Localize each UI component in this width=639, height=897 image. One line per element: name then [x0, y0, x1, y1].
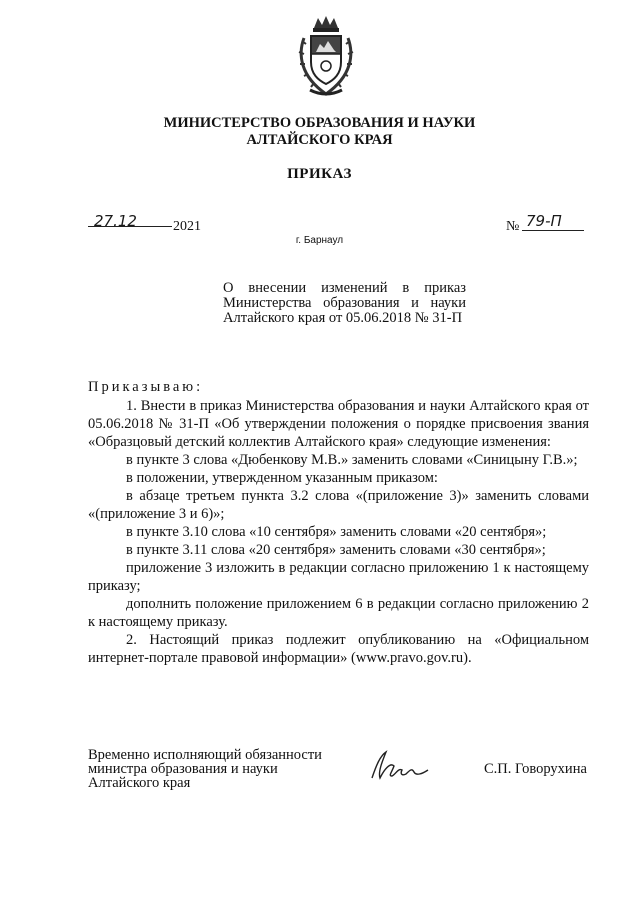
paragraph: 1. Внести в приказ Министерства образования и науки Алтайского края от 05.06.2018 № 31-П «Об утверждении положения о порядке присвоения звания «Образцовый детский коллектив Алтайского края» следующие изменения:	[88, 398, 589, 450]
ministry-name-line2: АЛТАЙСКОГО КРАЯ	[246, 132, 393, 148]
signer-position-line3: Алтайского края	[88, 775, 191, 791]
preamble: Приказываю:	[88, 379, 204, 395]
paragraph: в пункте 3.11 слова «20 сентября» заменить словами «30 сентября»;	[126, 542, 546, 558]
signer-position	[88, 748, 322, 790]
paragraph: 2. Настоящий приказ подлежит опубликованию на «Официальном интернет-портале правовой информации» (www.pravo.gov.ru).	[88, 632, 589, 666]
document-year: 2021	[173, 219, 201, 234]
document-type-title: ПРИКАЗ	[287, 166, 352, 182]
number-sign: №	[506, 219, 520, 234]
order-subject: О внесении изменений в приказ Министерства образования и науки Алтайского края от 05.06.2018 № 31-П	[223, 280, 466, 326]
ministry-name-line1: МИНИСТЕРСТВО ОБРАЗОВАНИЯ И НАУКИ	[163, 115, 476, 131]
order-body	[88, 378, 589, 667]
paragraph: дополнить положение приложением 6 в редакции согласно приложению 2 к настоящему приказу.	[88, 596, 589, 630]
signer-position-line2: министра образования и науки	[88, 761, 278, 777]
paragraph: в абзаце третьем пункта 3.2 слова «(приложение 3)» заменить словами «(приложение 3 и 6)»;	[88, 488, 589, 522]
city: г. Барнаул	[295, 235, 344, 246]
signer-name: С.П. Говорухина	[484, 761, 587, 777]
handwritten-date: 27.12	[94, 212, 137, 230]
paragraph: в положении, утвержденном указанным приказом:	[126, 470, 438, 486]
paragraph: приложение 3 изложить в редакции согласно приложению 1 к настоящему приказу;	[88, 560, 589, 594]
handwritten-signature	[366, 748, 432, 784]
number-underline	[522, 230, 584, 231]
signer-position-line1: Временно исполняющий обязанности	[88, 747, 322, 763]
coat-of-arms-icon	[296, 14, 356, 100]
date-underline	[88, 226, 172, 227]
paragraph: в пункте 3 слова «Дюбенкову М.В.» заменить словами «Синицыну Г.В.»;	[126, 452, 578, 468]
handwritten-number: 79-П	[526, 212, 562, 230]
paragraph: в пункте 3.10 слова «10 сентября» заменить словами «20 сентября»;	[126, 524, 547, 540]
